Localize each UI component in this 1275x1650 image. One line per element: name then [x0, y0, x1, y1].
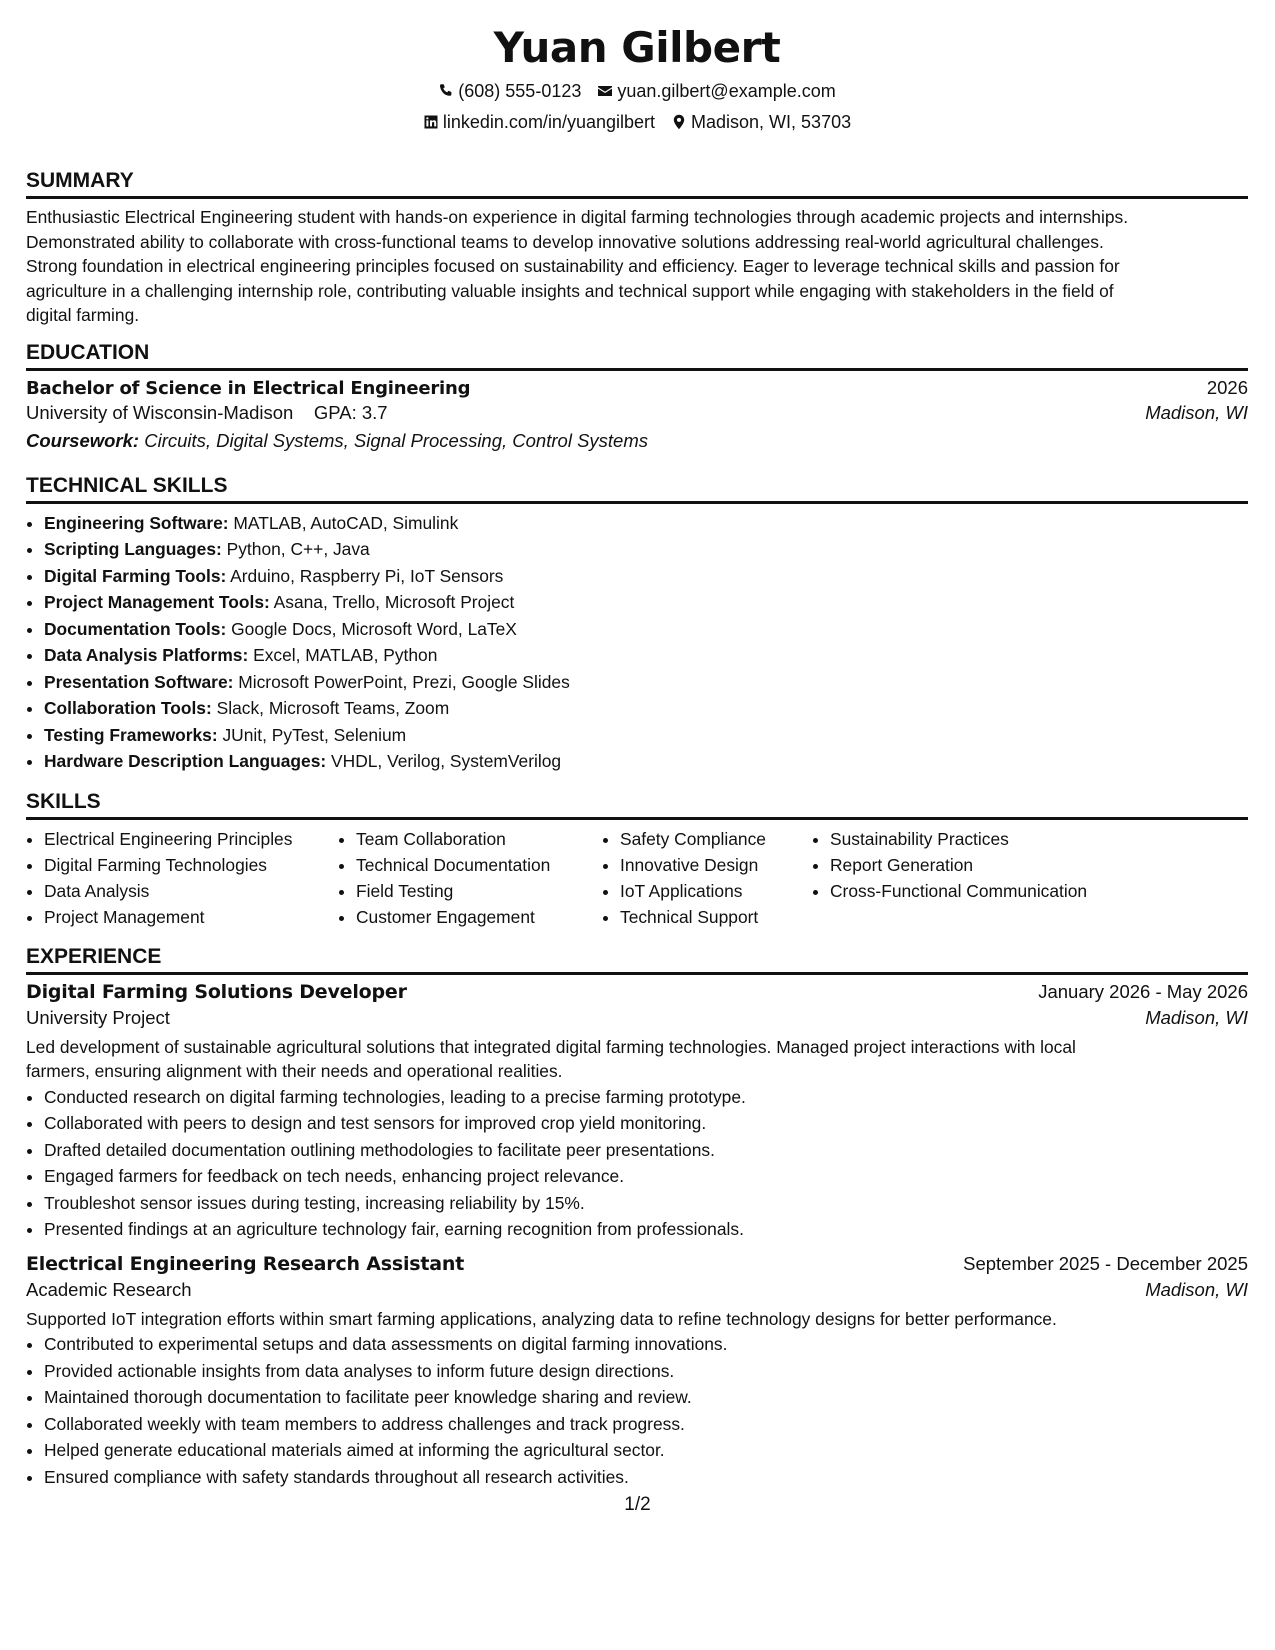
contact-location [671, 111, 851, 133]
section-title-technical-skills: TECHNICAL SKILLS [26, 473, 1248, 504]
skill-item: • Report Generation [830, 852, 1150, 878]
email-text: yuan.gilbert@example.com [617, 81, 836, 101]
summary-text [26, 205, 1248, 328]
phone-icon [438, 83, 454, 99]
skill-item: • Safety Compliance [620, 826, 812, 852]
skill-item: • Customer Engagement [356, 904, 602, 930]
skills-column [602, 826, 812, 930]
technical-skill-item [44, 536, 1248, 563]
job-description [26, 1035, 1248, 1084]
skill-item: • Sustainability Practices [830, 826, 1150, 852]
education-row-2 [26, 402, 1248, 424]
job-dates: January 2026 - May 2026 [1038, 980, 1248, 1002]
job-bullets [26, 1331, 1248, 1490]
technical-skill-item [44, 669, 1248, 696]
skill-item: • IoT Applications [620, 878, 812, 904]
linkedin-icon [423, 114, 439, 130]
skill-category: Data Analysis Platforms: [44, 645, 249, 665]
job-bullet: • Provided actionable insights from data analyses to inform future design directions. [44, 1358, 1248, 1385]
skill-category: Scripting Languages: [44, 539, 222, 559]
contact-email[interactable] [597, 80, 835, 102]
contact-row-2 [26, 111, 1248, 133]
technical-skill-item [44, 510, 1248, 537]
technical-skills-list [26, 510, 1248, 775]
coursework [26, 430, 1248, 452]
skill-category: Hardware Description Languages: [44, 751, 327, 771]
skill-item: • Technical Support [620, 904, 812, 930]
skill-values: VHDL, Verilog, SystemVerilog [331, 751, 562, 771]
technical-skill-item [44, 748, 1248, 775]
job-title: Digital Farming Solutions Developer [26, 980, 407, 1003]
skill-item: • Project Management [44, 904, 338, 930]
map-pin-icon [671, 114, 687, 130]
job-description-line: Led development of sustainable agricultural solutions that integrated digital farming technologies. Managed project interactions with local [26, 1036, 1076, 1057]
job-header [26, 1253, 1248, 1275]
contact-row-1 [26, 80, 1248, 102]
section-title-summary: SUMMARY [26, 168, 1248, 199]
resume-page [26, 0, 1248, 1490]
summary-section [26, 168, 1248, 328]
section-title-skills: SKILLS [26, 789, 1248, 820]
summary-line: digital farming. [26, 305, 140, 325]
job-description-line: Supported IoT integration efforts within smart farming applications, analyzing data to refine technology designs for better performance. [26, 1308, 1057, 1329]
school-name: University of Wisconsin-Madison [26, 401, 294, 423]
technical-skills-section [26, 473, 1248, 775]
school-gpa [26, 402, 388, 424]
skills-grid [26, 826, 1248, 930]
job-bullet: • Drafted detailed documentation outlining methodologies to facilitate peer presentations. [44, 1137, 1248, 1164]
job-bullet: • Engaged farmers for feedback on tech needs, enhancing project relevance. [44, 1163, 1248, 1190]
linkedin-text: linkedin.com/in/yuangilbert [442, 112, 656, 132]
job-bullet: • Ensured compliance with safety standards throughout all research activities. [44, 1464, 1248, 1491]
envelope-icon [597, 83, 613, 99]
skill-item: • Team Collaboration [356, 826, 602, 852]
skill-item: • Innovative Design [620, 852, 812, 878]
education-row-1 [26, 377, 1248, 399]
skill-values: Arduino, Raspberry Pi, IoT Sensors [230, 565, 504, 586]
job-bullet: • Conducted research on digital farming technologies, leading to a precise farming prototype. [44, 1084, 1248, 1111]
graduation-year: 2026 [1206, 376, 1248, 398]
section-title-experience: EXPERIENCE [26, 944, 1248, 975]
summary-line: agriculture in a challenging internship role, contributing valuable insights and technical support while engaging with stakeholders in the field of [26, 280, 1114, 301]
contact-linkedin[interactable] [423, 111, 655, 133]
skill-category: Documentation Tools: [44, 618, 227, 639]
job-bullet: • Collaborated weekly with team members to address challenges and track progress. [44, 1411, 1248, 1438]
skill-item: • Electrical Engineering Principles [44, 826, 338, 852]
skill-category: Testing Frameworks: [44, 724, 218, 745]
technical-skill-item [44, 616, 1248, 643]
skills-column [26, 826, 338, 930]
skill-item: • Field Testing [356, 878, 602, 904]
skill-values: Google Docs, Microsoft Word, LaTeX [231, 618, 517, 639]
summary-line: Enthusiastic Electrical Engineering student with hands-on experience in digital farming technologies through academic projects and internships. [26, 207, 1129, 227]
experience-section [26, 944, 1248, 1491]
skill-category: Presentation Software: [44, 671, 234, 692]
coursework-list: Circuits, Digital Systems, Signal Processing, Control Systems [144, 429, 648, 451]
job-header [26, 981, 1248, 1003]
job-dates: September 2025 - December 2025 [963, 1252, 1248, 1274]
page-number: 1/2 [624, 1494, 651, 1515]
technical-skill-item [44, 642, 1248, 669]
summary-line: Demonstrated ability to collaborate with cross-functional teams to develop innovative solutions addressing real-world agricultural challenges. [26, 231, 1104, 252]
job-description [26, 1307, 1248, 1332]
job-bullets [26, 1084, 1248, 1243]
summary-line: Strong foundation in electrical engineering principles focused on sustainability and efficiency. Eager to leverage technical skills and passion for [26, 256, 1120, 276]
job-bullet: • Maintained thorough documentation to facilitate peer knowledge sharing and review. [44, 1384, 1248, 1411]
job-bullet: • Troubleshot sensor issues during testing, increasing reliability by 15%. [44, 1190, 1248, 1217]
job-subheader [26, 1279, 1248, 1301]
job-org: Academic Research [26, 1278, 192, 1300]
phone-text: (608) 555-0123 [458, 81, 582, 101]
skill-values: Microsoft PowerPoint, Prezi, Google Slides [238, 671, 570, 692]
skills-column [812, 826, 1150, 930]
skill-item: • Cross-Functional Communication [830, 878, 1150, 904]
technical-skill-item [44, 695, 1248, 722]
skill-values: Python, C++, Java [226, 539, 370, 559]
section-title-education: EDUCATION [26, 340, 1248, 371]
skill-category: Project Management Tools: [44, 592, 270, 612]
technical-skill-item [44, 589, 1248, 616]
skill-category: Digital Farming Tools: [44, 565, 227, 586]
technical-skill-item [44, 563, 1248, 590]
skill-values: Asana, Trello, Microsoft Project [273, 592, 515, 612]
skills-column [338, 826, 602, 930]
job-description-line: farmers, ensuring alignment with their needs and operational realities. [26, 1061, 563, 1081]
degree: Bachelor of Science in Electrical Engineering [26, 377, 471, 399]
gpa: GPA: 3.7 [313, 401, 388, 423]
contact-phone [438, 80, 581, 102]
candidate-name: Yuan Gilbert [493, 23, 781, 72]
skill-values: MATLAB, AutoCAD, Simulink [233, 512, 459, 533]
job-title: Electrical Engineering Research Assistant [26, 1252, 465, 1275]
school-location: Madison, WI [1145, 401, 1248, 423]
skill-item: • Technical Documentation [356, 852, 602, 878]
job-subheader [26, 1007, 1248, 1029]
job-bullet: • Helped generate educational materials aimed at informing the agricultural sector. [44, 1437, 1248, 1464]
skill-values: Excel, MATLAB, Python [253, 645, 438, 665]
skill-category: Engineering Software: [44, 512, 229, 533]
job-entry [26, 981, 1248, 1243]
education-section [26, 340, 1248, 452]
job-bullet: • Presented findings at an agriculture technology fair, earning recognition from professionals. [44, 1216, 1248, 1243]
skill-item: • Data Analysis [44, 878, 338, 904]
skill-item: • Digital Farming Technologies [44, 852, 338, 878]
job-org: University Project [26, 1006, 170, 1028]
skill-values: Slack, Microsoft Teams, Zoom [216, 698, 450, 718]
coursework-label: Coursework: [26, 429, 140, 451]
skills-section [26, 789, 1248, 930]
technical-skill-item [44, 722, 1248, 749]
job-entry [26, 1253, 1248, 1491]
job-location: Madison, WI [1145, 1278, 1248, 1300]
job-bullet: • Contributed to experimental setups and data assessments on digital farming innovations. [44, 1331, 1248, 1358]
skill-values: JUnit, PyTest, Selenium [222, 724, 407, 745]
location-text: Madison, WI, 53703 [691, 112, 852, 132]
job-bullet: • Collaborated with peers to design and test sensors for improved crop yield monitoring. [44, 1110, 1248, 1137]
job-location: Madison, WI [1145, 1006, 1248, 1028]
skill-category: Collaboration Tools: [44, 698, 212, 718]
